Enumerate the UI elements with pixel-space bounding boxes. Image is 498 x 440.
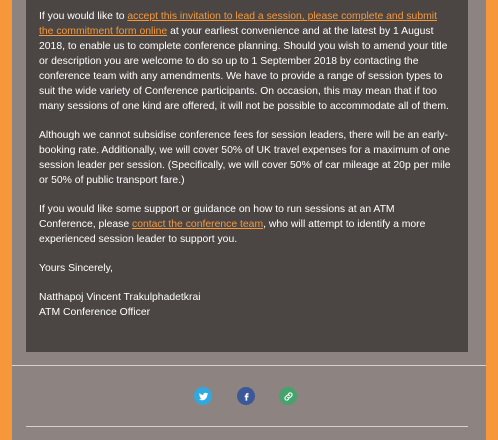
email-body (26, 0, 468, 352)
email-text (39, 9, 453, 320)
divider (12, 365, 486, 366)
facebook-f-icon (241, 391, 252, 402)
closing: Yours Sincerely, (39, 263, 113, 274)
divider (26, 426, 468, 427)
twitter-bird-icon (198, 391, 209, 402)
social-links (194, 387, 304, 405)
contact-team-link[interactable]: contact the conference team (132, 219, 264, 230)
link-icon[interactable] (279, 387, 297, 405)
paragraph-text: at your earliest convenience and at the latest by 1 August 2018, to enable us to complete conference planning. Should you wish to amend your title or description you are welcome to do so up to 1 September 2018 by contacting the conference team with any amendments. We have to provide a range of session types to suit the wide variety of Conference participants. On occasion, this may mean that if too many sessions of one kind are offered, it will not be possible to accommodate all of them. (39, 26, 449, 112)
paragraph-text: , who will attempt to identify a more experienced session leader to support you. (39, 219, 426, 245)
signature-name: Natthapoj Vincent Trakulphadetkrai (39, 292, 201, 303)
commitment-form-link[interactable]: accept this invitation to lead a session, please complete and submit the commitment form online (39, 11, 437, 37)
paragraph-fees: Although we cannot subsidise conference fees for session leaders, there will be an early-booking rate. Additionally, we will cover 50% of UK travel expenses for a maximum of one session leader per session. (Specifically, we will cover 50% of car mileage at 20p per mile or 50% of public transport fare.) (39, 130, 451, 186)
chain-link-icon (283, 391, 294, 402)
paragraph-commitment (39, 9, 453, 114)
signature (39, 290, 453, 320)
email-outer-panel (12, 0, 486, 440)
paragraph-text: If you would like some support or guidance on how to run sessions at an ATM Conference, please (39, 204, 395, 230)
paragraph-text: If you would like to (39, 11, 128, 22)
twitter-icon[interactable] (194, 387, 212, 405)
facebook-icon[interactable] (237, 387, 255, 405)
paragraph-support (39, 202, 453, 247)
signature-title: ATM Conference Officer (39, 307, 151, 318)
